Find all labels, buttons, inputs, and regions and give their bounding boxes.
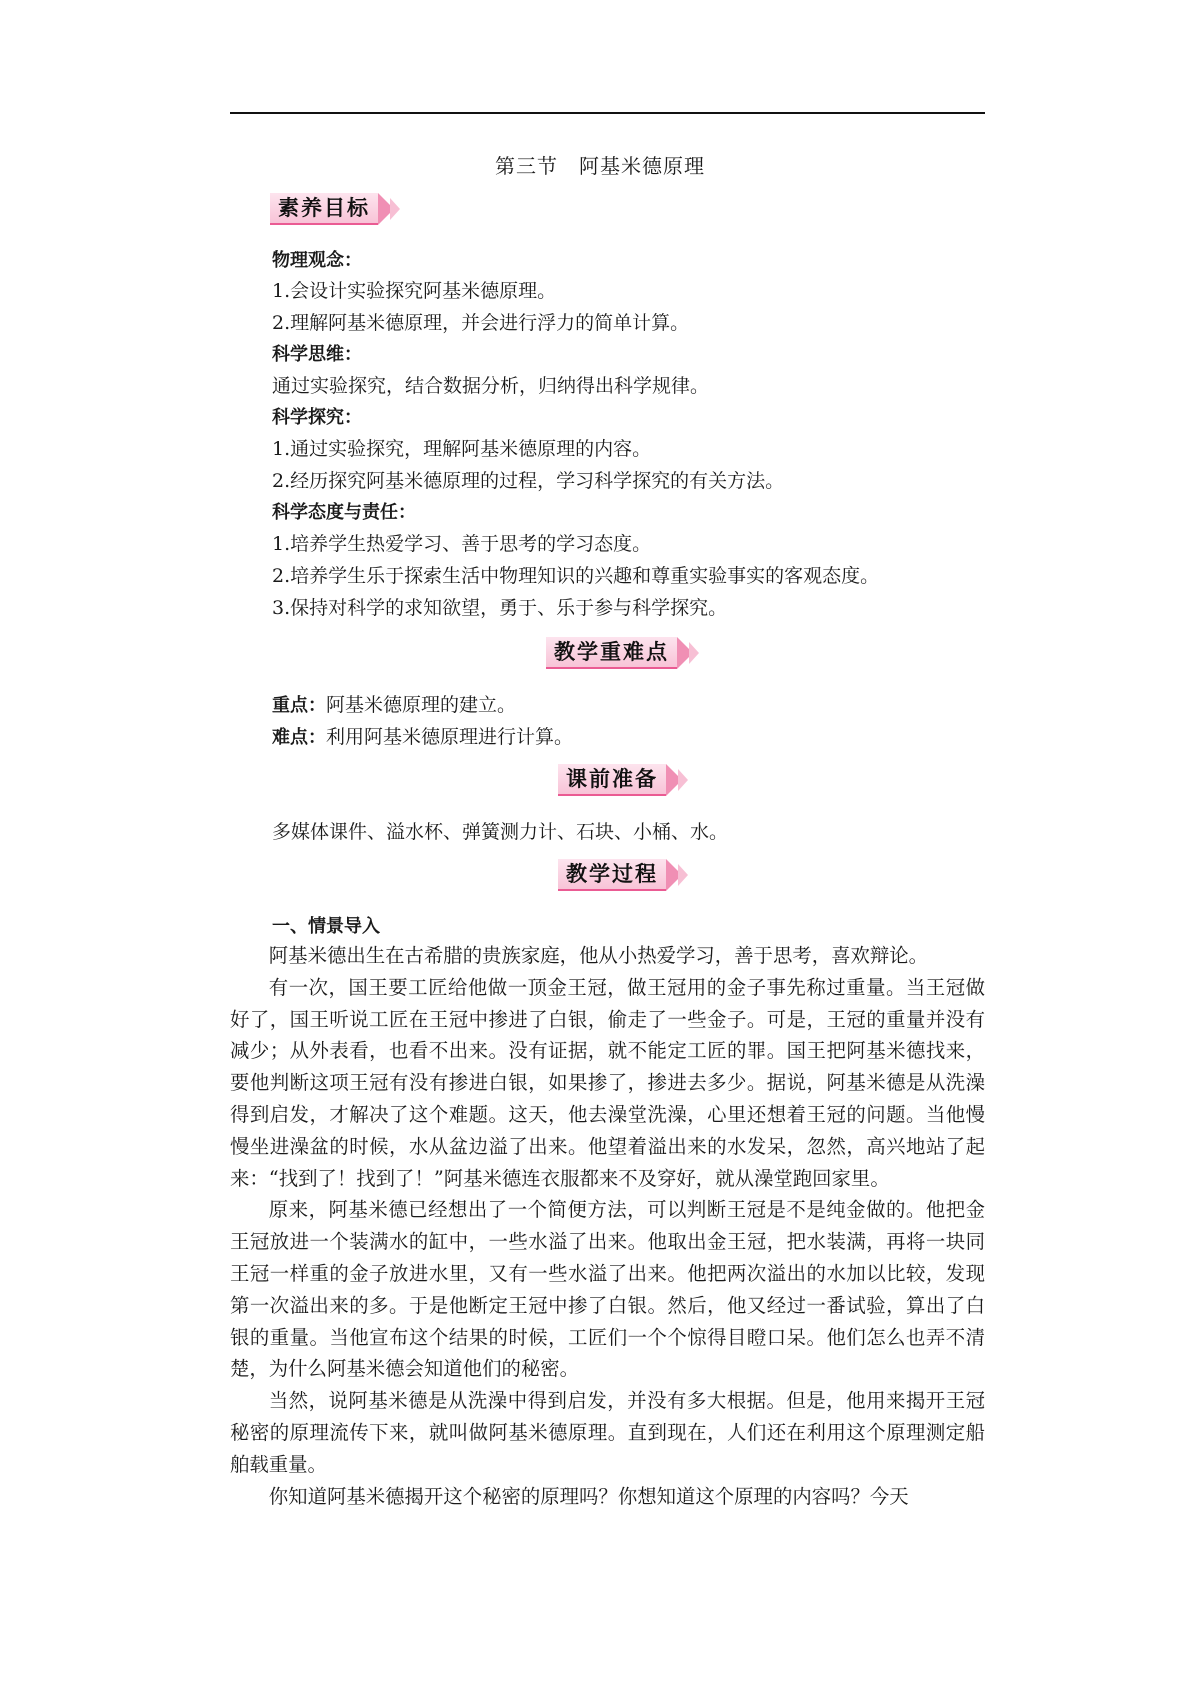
key-difficulty-text: 利用阿基米德原理进行计算。 bbox=[326, 726, 574, 748]
key-difficulty bbox=[272, 722, 573, 749]
banner-key-points-label: 教学重难点 bbox=[546, 637, 677, 669]
banner-goals bbox=[270, 192, 400, 226]
paragraph: 阿基米德出生在古希腊的贵族家庭，他从小热爱学习，善于思考，喜欢辩论。 bbox=[268, 944, 929, 967]
banner-prep bbox=[558, 763, 688, 797]
goal-attitude-item: 1.培养学生热爱学习、善于思考的学习态度。 bbox=[272, 533, 652, 555]
goal-inquiry-item: 1.通过实验探究，理解阿基米德原理的内容。 bbox=[272, 438, 652, 460]
paragraph: 原来，阿基米德已经想出了一个简便方法，可以判断王冠是不是纯金做的。他把金王冠放进一个装满水的缸中，一些水溢了出来。他取出金王冠，把水装满，再将一块同王冠一样重的金子放进水里，又有一些水溢了出来。他把两次溢出的水加以比较，发现第一次溢出来的多。于是他断定王冠中掺了白银。然后，他又经过一番试验，算出了白银的重量。当他宣布这个结果的时候，工匠们一个个惊得目瞪口呆。他们怎么也弄不清楚，为什么阿基米德会知道他们的秘密。 bbox=[230, 1198, 985, 1381]
prep-text: 多媒体课件、溢水杯、弹簧测力计、石块、小桶、水。 bbox=[272, 821, 729, 843]
goal-concept-item: 1.会设计实验探究阿基米德原理。 bbox=[272, 280, 557, 302]
banner-goals-label: 素养目标 bbox=[270, 193, 378, 225]
paragraph: 当然，说阿基米德是从洗澡中得到启发，并没有多大根据。但是，他用来揭开王冠秘密的原理流传下来，就叫做阿基米德原理。直到现在，人们还在利用这个原理测定船舶载重量。 bbox=[230, 1389, 985, 1476]
banner-arrow-icon bbox=[678, 769, 688, 791]
key-focus bbox=[272, 690, 516, 717]
banner-process-label: 教学过程 bbox=[558, 859, 666, 891]
goal-concept-item: 2.理解阿基米德原理，并会进行浮力的简单计算。 bbox=[272, 312, 690, 334]
goal-concept-heading: 物理观念： bbox=[272, 250, 362, 271]
goal-thinking-item: 通过实验探究，结合数据分析，归纳得出科学规律。 bbox=[272, 375, 710, 397]
section-title: 第三节 阿基米德原理 bbox=[495, 154, 705, 178]
banner-arrow-icon bbox=[390, 198, 400, 220]
goal-attitude-item: 2.培养学生乐于探索生活中物理知识的兴趣和尊重实验事实的客观态度。 bbox=[272, 565, 880, 587]
goal-attitude-item: 3.保持对科学的求知欲望，勇于、乐于参与科学探究。 bbox=[272, 597, 728, 619]
key-focus-label: 重点： bbox=[272, 695, 326, 716]
paragraph: 有一次，国王要工匠给他做一顶金王冠，做王冠用的金子事先称过重量。当王冠做好了，国王听说工匠在王冠中掺进了白银，偷走了一些金子。可是，王冠的重量并没有减少；从外表看，也看不出来。没有证据，就不能定工匠的罪。国王把阿基米德找来，要他判断这项王冠有没有掺进白银，如果掺了，掺进去多少。据说，阿基米德是从洗澡得到启发，才解决了这个难题。这天，他去澡堂洗澡，心里还想着王冠的问题。当他慢慢坐进澡盆的时候，水从盆边溢了出来。他望着溢出来的水发呆，忽然，高兴地站了起来：“找到了！找到了！”阿基米德连衣服都来不及穿好，就从澡堂跑回家里。 bbox=[230, 975, 985, 1190]
goal-thinking-heading: 科学思维： bbox=[272, 344, 362, 365]
banner-process bbox=[558, 858, 688, 892]
key-focus-text: 阿基米德原理的建立。 bbox=[326, 694, 517, 716]
banner-arrow-icon bbox=[689, 642, 699, 664]
goal-inquiry-item: 2.经历探究阿基米德原理的过程，学习科学探究的有关方法。 bbox=[272, 470, 785, 492]
goal-inquiry-heading: 科学探究： bbox=[272, 407, 362, 428]
header-rule bbox=[230, 112, 985, 114]
process-intro-heading: 一、情景导入 bbox=[272, 916, 380, 937]
banner-prep-label: 课前准备 bbox=[558, 764, 666, 796]
paragraph: 你知道阿基米德揭开这个秘密的原理吗？你想知道这个原理的内容吗？今天 bbox=[268, 1484, 909, 1508]
key-difficulty-label: 难点： bbox=[272, 727, 326, 748]
banner-arrow-icon bbox=[678, 864, 688, 886]
banner-key-points bbox=[546, 636, 699, 670]
process-body bbox=[230, 940, 985, 1512]
goal-attitude-heading: 科学态度与责任： bbox=[272, 502, 416, 523]
